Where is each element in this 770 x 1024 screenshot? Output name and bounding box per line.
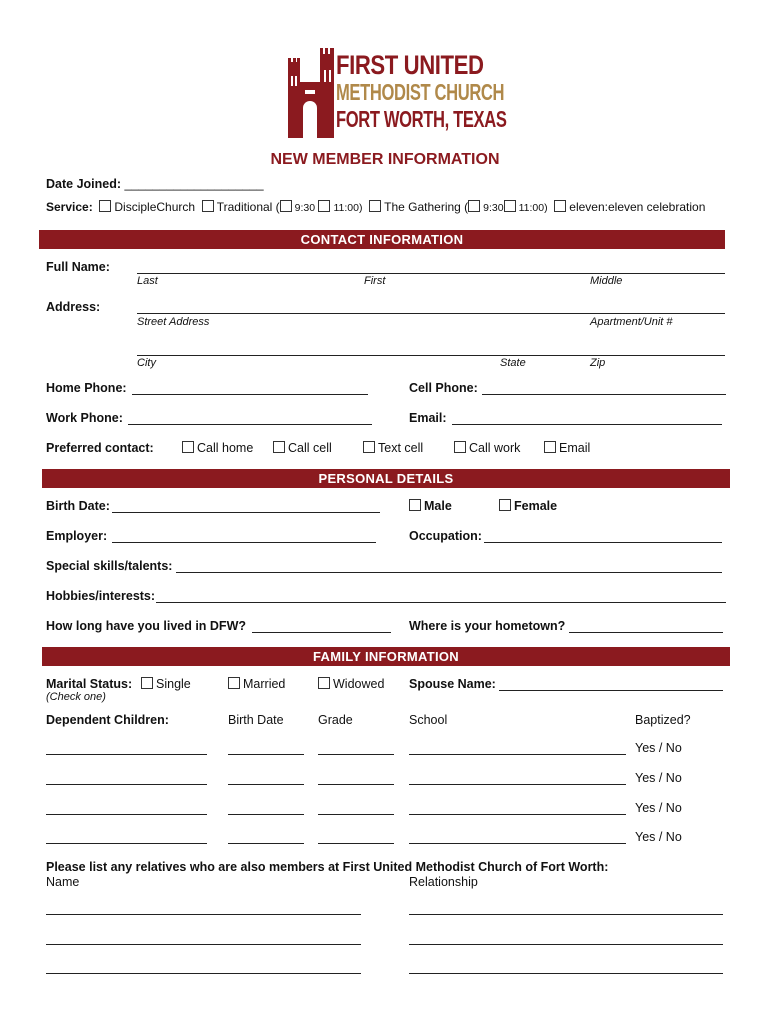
baptized-yes-no[interactable]: Yes / No	[635, 801, 682, 815]
home-phone-field[interactable]	[132, 394, 368, 395]
relative-name-field[interactable]	[46, 914, 361, 915]
hobbies-field[interactable]	[156, 602, 726, 603]
service-option-label: Traditional (	[216, 200, 280, 214]
work-phone-field[interactable]	[128, 424, 372, 425]
spouse-name-label: Spouse Name:	[409, 677, 496, 691]
cell-phone-label: Cell Phone:	[409, 381, 478, 395]
option-label: Widowed	[333, 677, 385, 691]
child-school-field[interactable]	[409, 754, 626, 755]
service-row	[46, 200, 705, 214]
service-option-label: 9:30	[483, 202, 504, 214]
pref-text-cell[interactable]	[363, 441, 423, 455]
service-option-label: 11:00)	[518, 202, 548, 214]
hometown-field[interactable]	[569, 632, 723, 633]
baptized-yes-no[interactable]: Yes / No	[635, 741, 682, 755]
check-one-caption: (Check one)	[46, 691, 106, 703]
last-name-caption: Last	[137, 275, 158, 287]
option-label: Email	[559, 441, 591, 455]
occupation-label: Occupation:	[409, 529, 482, 543]
logo-line-fort-worth: FORT WORTH, TEXAS	[336, 106, 507, 132]
service-option-label: The Gathering (	[384, 200, 469, 214]
traditional-1100-checkbox[interactable]	[318, 200, 330, 212]
marital-married[interactable]	[228, 677, 285, 691]
checkbox[interactable]	[499, 499, 511, 511]
marital-status-label: Marital Status:	[46, 677, 133, 691]
checkbox[interactable]	[228, 677, 240, 689]
child-birth-date-field[interactable]	[228, 784, 304, 785]
child-school-field[interactable]	[409, 843, 626, 844]
relationship-field[interactable]	[409, 973, 723, 974]
gathering-930-checkbox[interactable]	[468, 200, 480, 212]
child-grade-field[interactable]	[318, 784, 394, 785]
child-birth-date-field[interactable]	[228, 843, 304, 844]
occupation-field[interactable]	[484, 542, 722, 543]
service-option-label: eleven:eleven celebration	[569, 200, 706, 214]
relationship-column-header: Relationship	[409, 875, 478, 889]
child-grade-field[interactable]	[318, 814, 394, 815]
checkbox[interactable]	[182, 441, 194, 453]
child-birth-date-field[interactable]	[228, 814, 304, 815]
service-disciplechurch-checkbox[interactable]	[99, 200, 111, 212]
service-eleven-checkbox[interactable]	[554, 200, 566, 212]
pref-call-cell[interactable]	[273, 441, 332, 455]
work-phone-label: Work Phone:	[46, 411, 123, 425]
traditional-930-checkbox[interactable]	[280, 200, 292, 212]
relative-name-column-header: Name	[46, 875, 80, 889]
child-school-field[interactable]	[409, 814, 626, 815]
dfw-label: How long have you lived in DFW?	[46, 619, 247, 633]
service-option-label: 9:30	[294, 202, 316, 214]
gender-male[interactable]	[409, 499, 452, 513]
city-caption: City	[137, 357, 156, 369]
school-column-header: School	[409, 713, 448, 727]
checkbox[interactable]	[273, 441, 285, 453]
option-label: Call cell	[288, 441, 332, 455]
child-grade-field[interactable]	[318, 754, 394, 755]
grade-column-header: Grade	[318, 713, 353, 727]
church-logo	[286, 44, 507, 140]
home-phone-label: Home Phone:	[46, 381, 127, 395]
date-joined-row	[46, 177, 264, 191]
service-traditional-checkbox[interactable]	[202, 200, 214, 212]
checkbox[interactable]	[544, 441, 556, 453]
date-joined-label: Date Joined:	[46, 177, 122, 191]
spouse-name-field[interactable]	[499, 690, 723, 691]
full-name-field[interactable]	[137, 273, 725, 274]
baptized-yes-no[interactable]: Yes / No	[635, 830, 682, 844]
baptized-yes-no[interactable]: Yes / No	[635, 771, 682, 785]
option-label: Call home	[197, 441, 254, 455]
pref-email[interactable]	[544, 441, 590, 455]
option-label: Call work	[469, 441, 521, 455]
email-field[interactable]	[452, 424, 722, 425]
relatives-instruction: Please list any relatives who are also members at First United Methodist Church of Fort Worth:	[46, 860, 609, 874]
page-title: NEW MEMBER INFORMATION	[270, 151, 500, 168]
checkbox[interactable]	[141, 677, 153, 689]
skills-field[interactable]	[176, 572, 722, 573]
option-label: Single	[156, 677, 191, 691]
child-name-field[interactable]	[46, 843, 207, 844]
family-section-header: FAMILY INFORMATION	[42, 647, 730, 666]
checkbox[interactable]	[409, 499, 421, 511]
option-label: Text cell	[378, 441, 424, 455]
child-name-field[interactable]	[46, 814, 207, 815]
full-name-label: Full Name:	[46, 260, 110, 274]
employer-label: Employer:	[46, 529, 108, 543]
address-label: Address:	[46, 300, 101, 314]
pref-call-work[interactable]	[454, 441, 520, 455]
dependent-children-label: Dependent Children:	[46, 713, 169, 727]
relationship-field[interactable]	[409, 944, 723, 945]
apartment-caption: Apartment/Unit #	[590, 316, 673, 328]
preferred-contact-label: Preferred contact:	[46, 441, 154, 455]
service-option-label: 11:00)	[333, 202, 363, 214]
street-address-field[interactable]	[137, 313, 725, 314]
skills-label: Special skills/talents:	[46, 559, 173, 573]
employer-field[interactable]	[112, 542, 376, 543]
contact-section-header: CONTACT INFORMATION	[39, 230, 725, 249]
birth-date-column-header: Birth Date	[228, 713, 284, 727]
option-label: Married	[243, 677, 286, 691]
street-address-caption: Street Address	[137, 316, 210, 328]
child-birth-date-field[interactable]	[228, 754, 304, 755]
marital-single[interactable]	[141, 677, 191, 691]
service-gathering-checkbox[interactable]	[369, 200, 381, 212]
zip-caption: Zip	[590, 357, 606, 369]
birth-date-field[interactable]	[112, 512, 380, 513]
child-name-field[interactable]	[46, 754, 207, 755]
hometown-label: Where is your hometown?	[409, 619, 566, 633]
cell-phone-field[interactable]	[482, 394, 726, 395]
first-name-caption: First	[364, 275, 386, 287]
birth-date-label: Birth Date:	[46, 499, 110, 513]
baptized-column-header: Baptized?	[635, 713, 691, 727]
gathering-1100-checkbox[interactable]	[504, 200, 516, 212]
dfw-field[interactable]	[252, 632, 391, 633]
state-caption: State	[500, 357, 526, 369]
logo-line-first-united: FIRST UNITED	[336, 50, 484, 80]
hobbies-label: Hobbies/interests:	[46, 589, 156, 603]
middle-name-caption: Middle	[590, 275, 623, 287]
city-state-zip-field[interactable]	[137, 355, 725, 356]
relationship-field[interactable]	[409, 914, 723, 915]
church-building-icon	[286, 46, 336, 142]
child-name-field[interactable]	[46, 784, 207, 785]
pref-call-home[interactable]	[182, 441, 253, 455]
service-option-label: DiscipleChurch	[114, 200, 196, 214]
option-label: Female	[514, 499, 558, 513]
child-grade-field[interactable]	[318, 843, 394, 844]
email-label: Email:	[409, 411, 447, 425]
checkbox[interactable]	[363, 441, 375, 453]
option-label: Male	[424, 499, 452, 513]
service-label: Service:	[46, 200, 93, 214]
checkbox[interactable]	[454, 441, 466, 453]
relative-name-field[interactable]	[46, 973, 361, 974]
checkbox[interactable]	[318, 677, 330, 689]
child-school-field[interactable]	[409, 784, 626, 785]
logo-line-methodist-church: METHODIST CHURCH	[336, 79, 505, 105]
marital-widowed[interactable]	[318, 677, 384, 691]
personal-section-header: PERSONAL DETAILS	[42, 469, 730, 488]
relative-name-field[interactable]	[46, 944, 361, 945]
gender-female[interactable]	[499, 499, 557, 513]
date-joined-field[interactable]: ____________________	[124, 177, 264, 191]
